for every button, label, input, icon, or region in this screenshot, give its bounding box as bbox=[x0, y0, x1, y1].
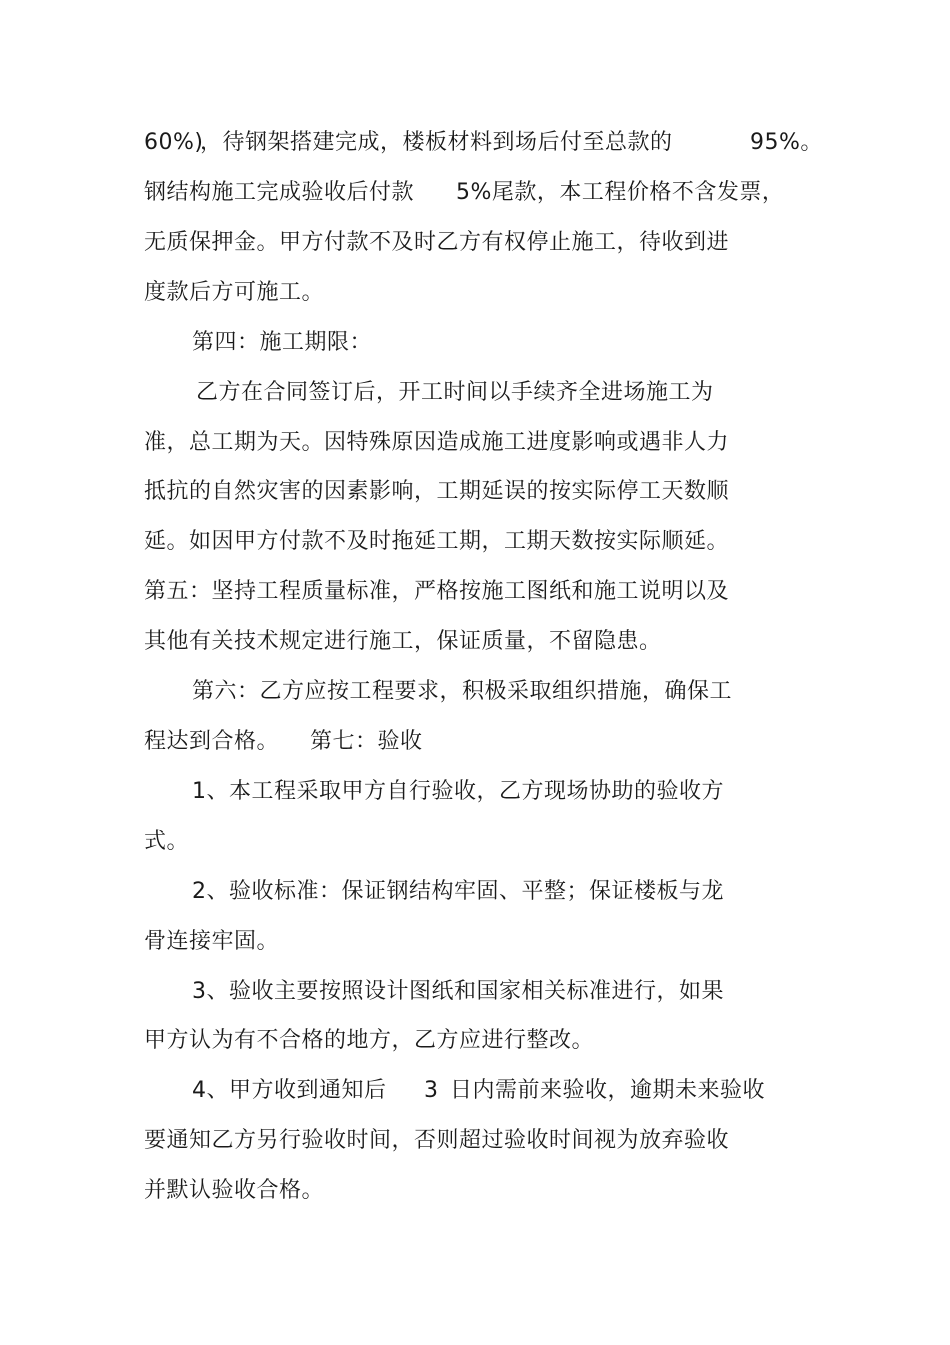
text-line-3: 无质保押金。甲方付款不及时乙方有权停止施工，待收到进 bbox=[144, 230, 730, 255]
text-line-22: 并默认验收合格。 bbox=[144, 1178, 325, 1203]
section-heading-6: 第六：乙方应按工程要求，积极采取组织措施，确保工 bbox=[192, 679, 733, 704]
text-line-19: 甲方认为有不合格的地方，乙方应进行整改。 bbox=[144, 1028, 595, 1053]
section-heading-4: 第四：施工期限： bbox=[192, 330, 373, 355]
list-item-1: 1、本工程采取甲方自行验收，乙方现场协助的验收方 bbox=[192, 779, 724, 804]
section-heading-5: 第五：坚持工程质量标准，严格按施工图纸和施工说明以及 bbox=[144, 579, 730, 604]
text-line-1-part-1: 60%) bbox=[144, 130, 204, 155]
list-item-4-part-3: 日内需前来验收，逾期未来验收 bbox=[450, 1078, 766, 1103]
text-line-11: 其他有关技术规定进行施工，保证质量，不留隐患。 bbox=[144, 629, 662, 654]
text-line-2-part-1: 钢结构施工完成验收后付款 bbox=[144, 180, 415, 205]
text-line-21: 要通知乙方另行验收时间，否则超过验收时间视为放弃验收 bbox=[144, 1128, 730, 1153]
text-line-2-part-2: 5%尾款，本工程价格不含发票， bbox=[456, 180, 785, 205]
text-line-6: 乙方在合同签订后，开工时间以手续齐全进场施工为 bbox=[196, 380, 714, 405]
text-line-4: 度款后方可施工。 bbox=[144, 280, 325, 305]
text-line-9: 延。如因甲方付款不及时拖延工期，工期天数按实际顺延。 bbox=[144, 529, 730, 554]
section-heading-7: 第七：验收 bbox=[310, 729, 423, 754]
text-line-17: 骨连接牢固。 bbox=[144, 929, 280, 954]
text-line-15: 式。 bbox=[144, 829, 190, 854]
text-line-1-part-2: ，待钢架搭建完成，楼板材料到场后付至总款的 bbox=[200, 130, 673, 155]
list-item-4-part-2: 3 bbox=[424, 1078, 439, 1103]
text-line-8: 抵抗的自然灾害的因素影响，工期延误的按实际停工天数顺 bbox=[144, 479, 730, 504]
list-item-2: 2、验收标准：保证钢结构牢固、平整；保证楼板与龙 bbox=[192, 879, 724, 904]
text-line-13-part-1: 程达到合格。 bbox=[144, 729, 280, 754]
text-line-1-part-3: 95%。 bbox=[750, 130, 823, 155]
text-line-7: 准，总工期为天。因特殊原因造成施工进度影响或遇非人力 bbox=[144, 430, 730, 455]
list-item-3: 3、验收主要按照设计图纸和国家相关标准进行，如果 bbox=[192, 979, 724, 1004]
list-item-4-part-1: 4、甲方收到通知后 bbox=[192, 1078, 387, 1103]
